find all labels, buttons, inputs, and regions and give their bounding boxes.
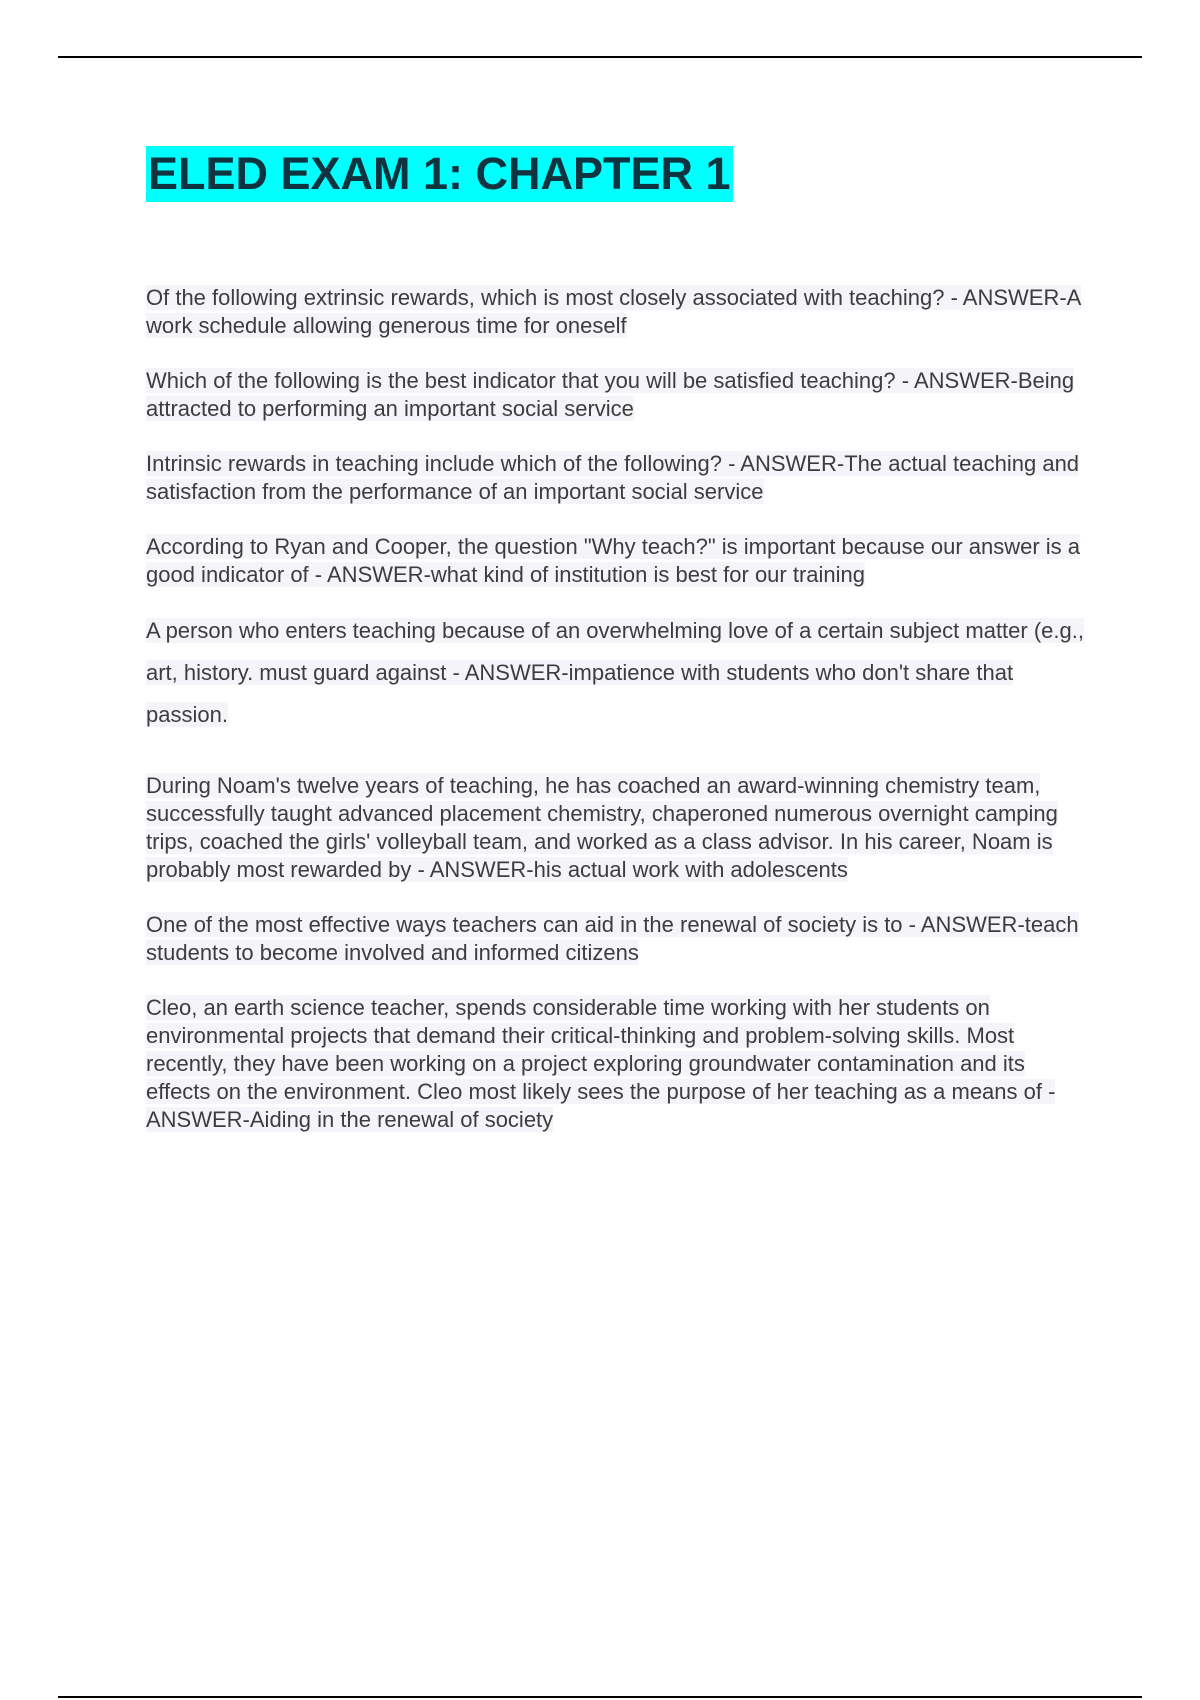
top-rule bbox=[58, 56, 1142, 58]
qa-item-2 bbox=[146, 367, 1086, 423]
qa-item-6 bbox=[146, 772, 1086, 884]
qa-item-text: Intrinsic rewards in teaching include which of the following? - ANSWER-The actual teaching and satisfaction from the performance of an important social service bbox=[146, 451, 1080, 504]
qa-item-text: A person who enters teaching because of an overwhelming love of a certain subject matter (e.g., art, history. must guard against - ANSWER-impatience with students who don't share that passion. bbox=[146, 618, 1084, 727]
qa-item-1 bbox=[146, 284, 1086, 340]
qa-list bbox=[146, 284, 1086, 1134]
qa-item-text: Of the following extrinsic rewards, which is most closely associated with teaching? - ANSWER-A work schedule allowing generous time for oneself bbox=[146, 285, 1082, 338]
qa-item-text: According to Ryan and Cooper, the question "Why teach?" is important because our answer is a good indicator of - ANSWER-what kind of institution is best for our training bbox=[146, 534, 1081, 587]
page-title: ELED EXAM 1: CHAPTER 1 bbox=[146, 146, 733, 202]
qa-item-4 bbox=[146, 533, 1086, 589]
qa-item-text: One of the most effective ways teachers can aid in the renewal of society is to - ANSWER-teach students to become involved and informed citizens bbox=[146, 912, 1079, 965]
bottom-rule bbox=[58, 1696, 1142, 1698]
qa-item-5 bbox=[146, 610, 1086, 736]
qa-item-7 bbox=[146, 911, 1086, 967]
qa-item-3 bbox=[146, 450, 1086, 506]
qa-item-text: During Noam's twelve years of teaching, he has coached an award-winning chemistry team, successfully taught advanced placement chemistry, chaperoned numerous overnight camping trips, coached the girls' volleyball team, and worked as a class advisor. In his career, Noam is probably most rewarded by - ANSWER-his actual work with adolescents bbox=[146, 773, 1058, 882]
qa-item-8 bbox=[146, 994, 1086, 1134]
qa-item-text: Cleo, an earth science teacher, spends considerable time working with her students on environmental projects that demand their critical-thinking and problem-solving skills. Most recently, they have been working on a project exploring groundwater contamination and its effects on the environment. Cleo most likely sees the purpose of her teaching as a means of - ANSWER-Aiding in the renewal of society bbox=[146, 995, 1056, 1132]
qa-item-text: Which of the following is the best indicator that you will be satisfied teaching? - ANSWER-Being attracted to performing an important social service bbox=[146, 368, 1075, 421]
